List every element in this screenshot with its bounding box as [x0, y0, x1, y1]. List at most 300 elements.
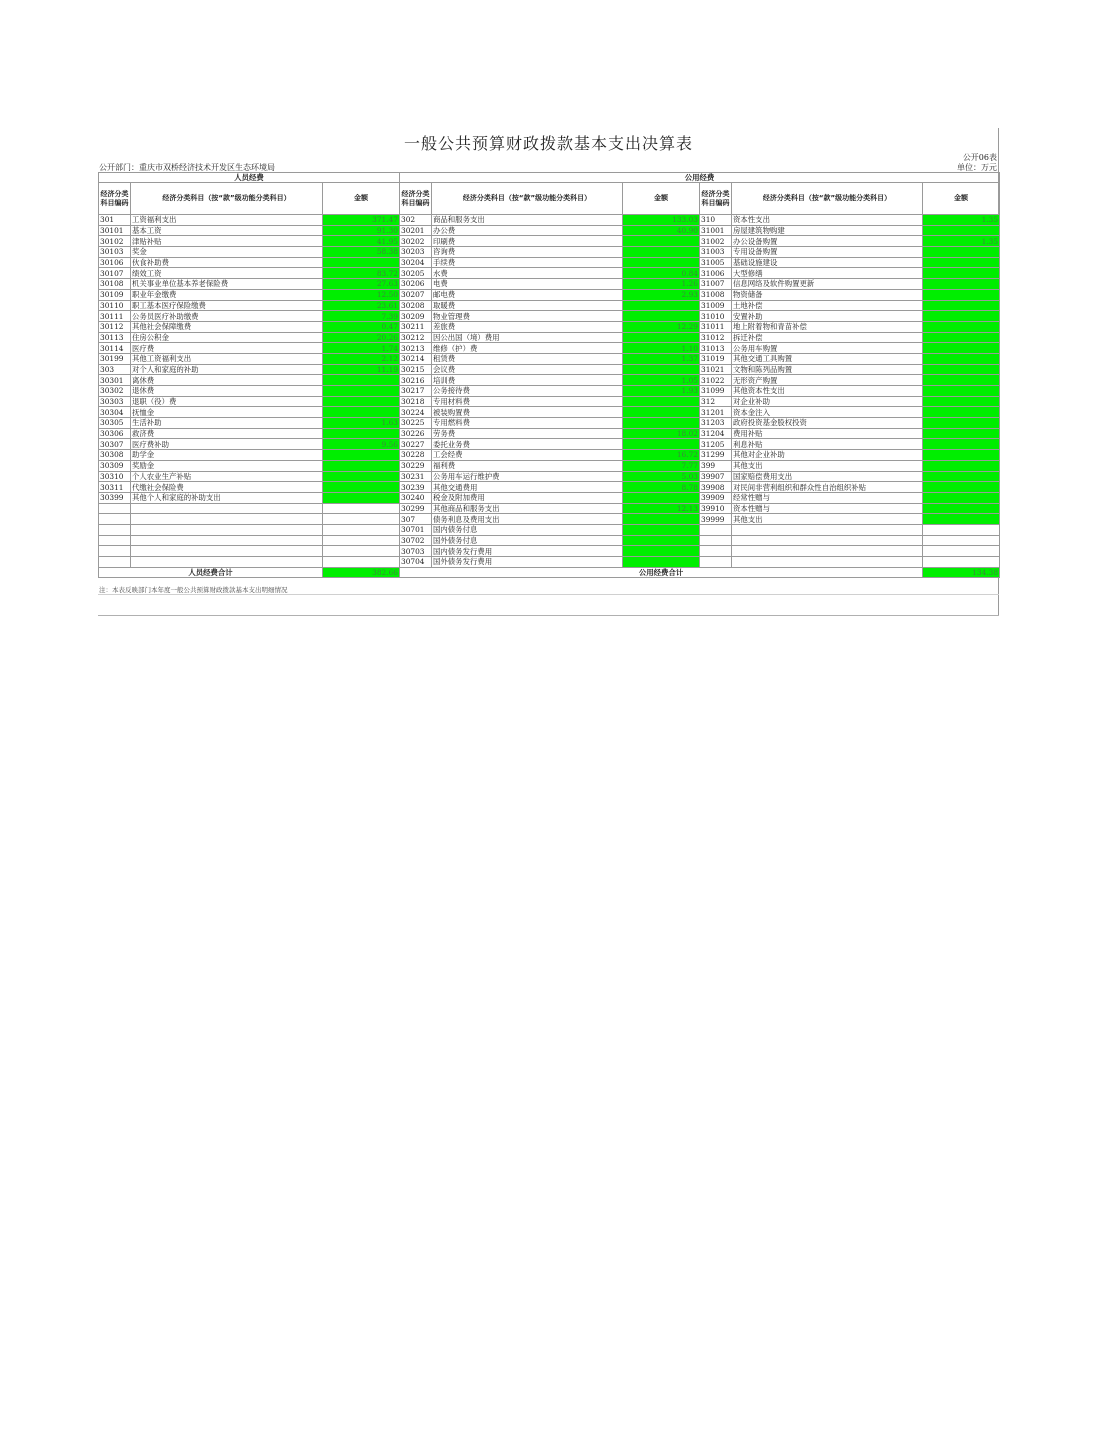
- item-code: 30702: [400, 535, 432, 546]
- item-name: 土地补偿: [732, 300, 923, 311]
- item-name: 取暖费: [432, 300, 623, 311]
- table-row: [99, 450, 1000, 461]
- personnel-total-amount: 382.66: [323, 567, 400, 578]
- col-header-name: 经济分类科目（按“款”级功能分类科目）: [131, 183, 323, 215]
- unit-label: 单位：万元: [957, 163, 997, 172]
- item-amount: [923, 247, 1000, 258]
- item-name: 信息网络及软件购置更新: [732, 279, 923, 290]
- item-code: 31007: [700, 279, 732, 290]
- item-amount: [323, 450, 400, 461]
- empty-cell: [732, 557, 923, 568]
- item-name: 物业管理费: [432, 311, 623, 322]
- item-name: 文物和陈列品购置: [732, 364, 923, 375]
- item-name: 工资福利支出: [131, 215, 323, 226]
- item-name: 住房公积金: [131, 332, 323, 343]
- item-amount: [623, 439, 700, 450]
- item-amount: [623, 492, 700, 503]
- item-code: 30207: [400, 289, 432, 300]
- item-code: 310: [700, 215, 732, 226]
- item-code: 30228: [400, 450, 432, 461]
- item-name: 专用燃料费: [432, 418, 623, 429]
- item-name: 助学金: [131, 450, 323, 461]
- table-row: [99, 546, 1000, 557]
- item-name: 利息补贴: [732, 439, 923, 450]
- item-amount: 23.61: [323, 300, 400, 311]
- item-amount: 371.47: [323, 215, 400, 226]
- item-name: 国家赔偿费用支出: [732, 471, 923, 482]
- item-amount: [923, 225, 1000, 236]
- item-code: 30108: [99, 279, 131, 290]
- item-name: 生活补助: [131, 418, 323, 429]
- item-name: 工会经费: [432, 450, 623, 461]
- item-code: 30226: [400, 428, 432, 439]
- item-code: 31009: [700, 300, 732, 311]
- table-row: [99, 215, 1000, 226]
- item-name: 国外债务发行费用: [432, 557, 623, 568]
- item-code: 31019: [700, 353, 732, 364]
- col-header-code: 经济分类科目编码: [99, 183, 131, 215]
- item-code: 31203: [700, 418, 732, 429]
- item-code: 30110: [99, 300, 131, 311]
- item-amount: 40.90: [623, 225, 700, 236]
- item-code: 30701: [400, 524, 432, 535]
- item-code: 31001: [700, 225, 732, 236]
- item-code: 30215: [400, 364, 432, 375]
- empty-cell: [131, 535, 323, 546]
- item-code: 30212: [400, 332, 432, 343]
- empty-cell: [99, 524, 131, 535]
- item-amount: [623, 311, 700, 322]
- empty-cell: [99, 557, 131, 568]
- item-code: 30208: [400, 300, 432, 311]
- item-name: 维修（护）费: [432, 343, 623, 354]
- empty-cell: [700, 524, 732, 535]
- item-code: 30214: [400, 353, 432, 364]
- item-code: 30209: [400, 311, 432, 322]
- item-code: 39999: [700, 514, 732, 525]
- table-row: [99, 225, 1000, 236]
- item-amount: 41.95: [323, 236, 400, 247]
- item-amount: 83.72: [323, 268, 400, 279]
- item-amount: [623, 524, 700, 535]
- item-code: 30703: [400, 546, 432, 557]
- item-code: 30216: [400, 375, 432, 386]
- item-name: 国外债务付息: [432, 535, 623, 546]
- item-name: 基础设施建设: [732, 257, 923, 268]
- item-name: 津贴补贴: [131, 236, 323, 247]
- table-row: [99, 375, 1000, 386]
- item-name: 个人农业生产补贴: [131, 471, 323, 482]
- item-name: 资本金注入: [732, 407, 923, 418]
- item-amount: [323, 386, 400, 397]
- item-name: 其他社会保障缴费: [131, 321, 323, 332]
- empty-cell: [923, 557, 1000, 568]
- item-name: 对民间非营利组织和群众性自治组织补贴: [732, 482, 923, 493]
- item-name: 资本性支出: [732, 215, 923, 226]
- item-amount: [623, 332, 700, 343]
- item-code: 399: [700, 460, 732, 471]
- item-code: 30211: [400, 321, 432, 332]
- item-amount: [323, 396, 400, 407]
- item-amount: [623, 514, 700, 525]
- item-name: 基本工资: [131, 225, 323, 236]
- item-name: 其他对企业补助: [732, 450, 923, 461]
- table-row: [99, 428, 1000, 439]
- item-amount: [923, 289, 1000, 300]
- item-code: 30227: [400, 439, 432, 450]
- item-name: 办公费: [432, 225, 623, 236]
- table-row: [99, 236, 1000, 247]
- table-row: [99, 514, 1000, 525]
- item-code: 31003: [700, 247, 732, 258]
- item-code: 307: [400, 514, 432, 525]
- item-code: 30224: [400, 407, 432, 418]
- item-code: 39907: [700, 471, 732, 482]
- item-amount: 1.05: [623, 375, 700, 386]
- item-name: 差旅费: [432, 321, 623, 332]
- item-name: 医疗费补助: [131, 439, 323, 450]
- item-amount: [623, 418, 700, 429]
- item-code: 31299: [700, 450, 732, 461]
- item-code: 301: [99, 215, 131, 226]
- item-code: 31013: [700, 343, 732, 354]
- item-amount: [923, 460, 1000, 471]
- empty-cell: [700, 546, 732, 557]
- item-code: 31021: [700, 364, 732, 375]
- empty-cell: [131, 514, 323, 525]
- table-row: [99, 439, 1000, 450]
- item-code: 30113: [99, 332, 131, 343]
- department-label: 公开部门：重庆市双桥经济技术开发区生态环境局: [99, 163, 275, 172]
- empty-cell: [923, 546, 1000, 557]
- item-name: 救济费: [131, 428, 323, 439]
- item-code: 30205: [400, 268, 432, 279]
- item-amount: 0.47: [323, 321, 400, 332]
- col-header-amount: 金额: [623, 183, 700, 215]
- item-code: 30204: [400, 257, 432, 268]
- item-amount: 5.03: [623, 471, 700, 482]
- item-name: 经常性赠与: [732, 492, 923, 503]
- item-amount: 9.56: [323, 439, 400, 450]
- item-code: 30308: [99, 450, 131, 461]
- item-name: 资本性赠与: [732, 503, 923, 514]
- empty-cell: [323, 524, 400, 535]
- item-code: 30114: [99, 343, 131, 354]
- table-row: [99, 268, 1000, 279]
- item-name: 水费: [432, 268, 623, 279]
- item-code: 31022: [700, 375, 732, 386]
- table-row: [99, 257, 1000, 268]
- item-code: 31008: [700, 289, 732, 300]
- item-code: 30202: [400, 236, 432, 247]
- table-row: [99, 247, 1000, 258]
- item-name: 医疗费: [131, 343, 323, 354]
- col-header-name: 经济分类科目（按“款”级功能分类科目）: [732, 183, 923, 215]
- item-name: 公务用车购置: [732, 343, 923, 354]
- empty-cell: [99, 514, 131, 525]
- item-code: 31012: [700, 332, 732, 343]
- item-amount: [623, 257, 700, 268]
- item-name: 职工基本医疗保险缴费: [131, 300, 323, 311]
- item-name: 费用补贴: [732, 428, 923, 439]
- item-amount: 58.38: [323, 247, 400, 258]
- table-row: [99, 407, 1000, 418]
- table-row: [99, 492, 1000, 503]
- item-name: 伙食补助费: [131, 257, 323, 268]
- item-code: 39908: [700, 482, 732, 493]
- item-amount: [923, 375, 1000, 386]
- item-code: 31201: [700, 407, 732, 418]
- item-amount: [923, 386, 1000, 397]
- item-amount: [923, 353, 1000, 364]
- item-name: 因公出国（境）费用: [432, 332, 623, 343]
- table-row: [99, 289, 1000, 300]
- item-code: 30302: [99, 386, 131, 397]
- item-name: 公务接待费: [432, 386, 623, 397]
- table-row: [99, 471, 1000, 482]
- item-name: 大型修缮: [732, 268, 923, 279]
- item-amount: 1.35: [923, 215, 1000, 226]
- item-amount: 1.35: [923, 236, 1000, 247]
- group-header-personnel: 人员经费: [99, 173, 400, 183]
- item-amount: [923, 364, 1000, 375]
- item-amount: 11.19: [323, 364, 400, 375]
- item-code: 30109: [99, 289, 131, 300]
- item-code: 30239: [400, 482, 432, 493]
- item-amount: [323, 428, 400, 439]
- table-row: [99, 353, 1000, 364]
- item-amount: [623, 546, 700, 557]
- item-code: 30299: [400, 503, 432, 514]
- item-amount: [923, 300, 1000, 311]
- item-amount: 18.02: [623, 428, 700, 439]
- item-amount: 8.78: [623, 482, 700, 493]
- item-name: 被装购置费: [432, 407, 623, 418]
- item-code: 30301: [99, 375, 131, 386]
- item-name: 职业年金缴费: [131, 289, 323, 300]
- item-code: 312: [700, 396, 732, 407]
- table-row: [99, 396, 1000, 407]
- empty-cell: [131, 546, 323, 557]
- expenditure-table: [98, 172, 1000, 578]
- item-amount: 7.39: [323, 311, 400, 322]
- item-code: 31006: [700, 268, 732, 279]
- item-amount: [923, 407, 1000, 418]
- item-code: 30111: [99, 311, 131, 322]
- item-name: 咨询费: [432, 247, 623, 258]
- empty-cell: [732, 546, 923, 557]
- public-total-label: 公用经费合计: [400, 567, 923, 578]
- table-row: [99, 332, 1000, 343]
- item-name: 其他交通费用: [432, 482, 623, 493]
- item-code: 30307: [99, 439, 131, 450]
- empty-cell: [323, 535, 400, 546]
- empty-cell: [732, 524, 923, 535]
- item-name: 债务利息及费用支出: [432, 514, 623, 525]
- item-code: 31011: [700, 321, 732, 332]
- item-amount: [923, 503, 1000, 514]
- table-row: [99, 343, 1000, 354]
- item-amount: 1.26: [623, 279, 700, 290]
- item-amount: [623, 557, 700, 568]
- item-name: 公务用车运行维护费: [432, 471, 623, 482]
- item-amount: [923, 439, 1000, 450]
- public-total-amount: 134.38: [923, 567, 1000, 578]
- table-row: [99, 535, 1000, 546]
- item-name: 委托业务费: [432, 439, 623, 450]
- frame-divider: [98, 594, 999, 595]
- item-code: 31205: [700, 439, 732, 450]
- item-amount: [923, 514, 1000, 525]
- item-code: 302: [400, 215, 432, 226]
- item-name: 公务员医疗补助缴费: [131, 311, 323, 322]
- item-amount: [323, 257, 400, 268]
- item-amount: 27.63: [323, 279, 400, 290]
- table-body: [99, 215, 1000, 568]
- group-header-public: 公用经费: [400, 173, 1000, 183]
- table-row: [99, 460, 1000, 471]
- item-amount: [323, 375, 400, 386]
- table-row: [99, 321, 1000, 332]
- item-name: 国内债务付息: [432, 524, 623, 535]
- item-code: 30306: [99, 428, 131, 439]
- item-code: 30240: [400, 492, 432, 503]
- item-code: 30704: [400, 557, 432, 568]
- item-code: 30225: [400, 418, 432, 429]
- form-number: 公开06表: [962, 153, 997, 162]
- item-amount: 1.37: [623, 353, 700, 364]
- item-name: 安置补助: [732, 311, 923, 322]
- item-code: 39909: [700, 492, 732, 503]
- item-name: 退职（役）费: [131, 396, 323, 407]
- page-title: 一般公共预算财政拨款基本支出决算表: [403, 134, 693, 153]
- empty-cell: [323, 546, 400, 557]
- item-amount: [623, 236, 700, 247]
- item-name: 房屋建筑物购建: [732, 225, 923, 236]
- item-code: 30304: [99, 407, 131, 418]
- item-name: 绩效工资: [131, 268, 323, 279]
- item-code: 30303: [99, 396, 131, 407]
- item-code: 30102: [99, 236, 131, 247]
- item-name: 福利费: [432, 460, 623, 471]
- empty-cell: [99, 535, 131, 546]
- table-row: [99, 418, 1000, 429]
- col-header-amount: 金额: [923, 183, 1000, 215]
- item-code: 30199: [99, 353, 131, 364]
- table-row: [99, 557, 1000, 568]
- item-name: 国内债务发行费用: [432, 546, 623, 557]
- item-name: 其他交通工具购置: [732, 353, 923, 364]
- empty-cell: [131, 503, 323, 514]
- item-amount: [923, 428, 1000, 439]
- item-amount: [623, 535, 700, 546]
- item-code: 31010: [700, 311, 732, 322]
- item-amount: 1.10: [623, 343, 700, 354]
- item-code: 30309: [99, 460, 131, 471]
- item-amount: 133.03: [623, 215, 700, 226]
- empty-cell: [99, 546, 131, 557]
- item-name: 其他商品和服务支出: [432, 503, 623, 514]
- item-amount: [923, 482, 1000, 493]
- personnel-total-label: 人员经费合计: [99, 567, 323, 578]
- table-row: [99, 364, 1000, 375]
- empty-cell: [700, 557, 732, 568]
- item-name: 离休费: [131, 375, 323, 386]
- footnote: 注：本表反映部门本年度一般公共预算财政拨款基本支出明细情况: [99, 586, 288, 594]
- item-code: 30107: [99, 268, 131, 279]
- item-code: 30231: [400, 471, 432, 482]
- item-amount: 12.13: [623, 503, 700, 514]
- item-amount: [323, 471, 400, 482]
- empty-cell: [323, 503, 400, 514]
- item-code: 30112: [99, 321, 131, 332]
- item-amount: 12.50: [323, 289, 400, 300]
- item-name: 其他工资福利支出: [131, 353, 323, 364]
- item-amount: [623, 407, 700, 418]
- item-name: 其他支出: [732, 514, 923, 525]
- totals-row: [99, 567, 1000, 578]
- item-name: 无形资产购置: [732, 375, 923, 386]
- item-code: 30399: [99, 492, 131, 503]
- item-amount: [623, 364, 700, 375]
- table-row: [99, 386, 1000, 397]
- item-code: 30206: [400, 279, 432, 290]
- item-amount: [923, 321, 1000, 332]
- item-amount: [323, 492, 400, 503]
- item-name: 政府投资基金股权投资: [732, 418, 923, 429]
- empty-cell: [923, 524, 1000, 535]
- item-amount: [923, 396, 1000, 407]
- item-code: 30106: [99, 257, 131, 268]
- item-amount: 16.72: [623, 450, 700, 461]
- item-code: 30203: [400, 247, 432, 258]
- item-amount: [923, 311, 1000, 322]
- item-code: 303: [99, 364, 131, 375]
- empty-cell: [732, 535, 923, 546]
- col-header-amount: 金额: [323, 183, 400, 215]
- item-code: 30213: [400, 343, 432, 354]
- item-amount: 2.12: [323, 353, 400, 364]
- item-amount: 91.30: [323, 225, 400, 236]
- empty-cell: [700, 535, 732, 546]
- col-header-code: 经济分类科目编码: [400, 183, 432, 215]
- item-name: 会议费: [432, 364, 623, 375]
- table-row: [99, 503, 1000, 514]
- item-amount: [923, 471, 1000, 482]
- item-name: 专用设备购置: [732, 247, 923, 258]
- item-amount: [923, 257, 1000, 268]
- item-code: 31099: [700, 386, 732, 397]
- item-code: 30218: [400, 396, 432, 407]
- item-amount: 0.84: [623, 268, 700, 279]
- item-amount: 20.26: [323, 332, 400, 343]
- item-code: 30229: [400, 460, 432, 471]
- item-name: 地上附着物和青苗补偿: [732, 321, 923, 332]
- empty-cell: [99, 503, 131, 514]
- empty-cell: [923, 535, 1000, 546]
- item-amount: [323, 460, 400, 471]
- item-amount: 1.63: [323, 418, 400, 429]
- item-name: 奖金: [131, 247, 323, 258]
- item-name: 抚恤金: [131, 407, 323, 418]
- item-code: 30103: [99, 247, 131, 258]
- frame-bottom-border: [98, 615, 999, 616]
- item-name: 办公设备购置: [732, 236, 923, 247]
- table-row: [99, 482, 1000, 493]
- item-amount: [923, 268, 1000, 279]
- item-amount: 12.29: [623, 321, 700, 332]
- empty-cell: [131, 524, 323, 535]
